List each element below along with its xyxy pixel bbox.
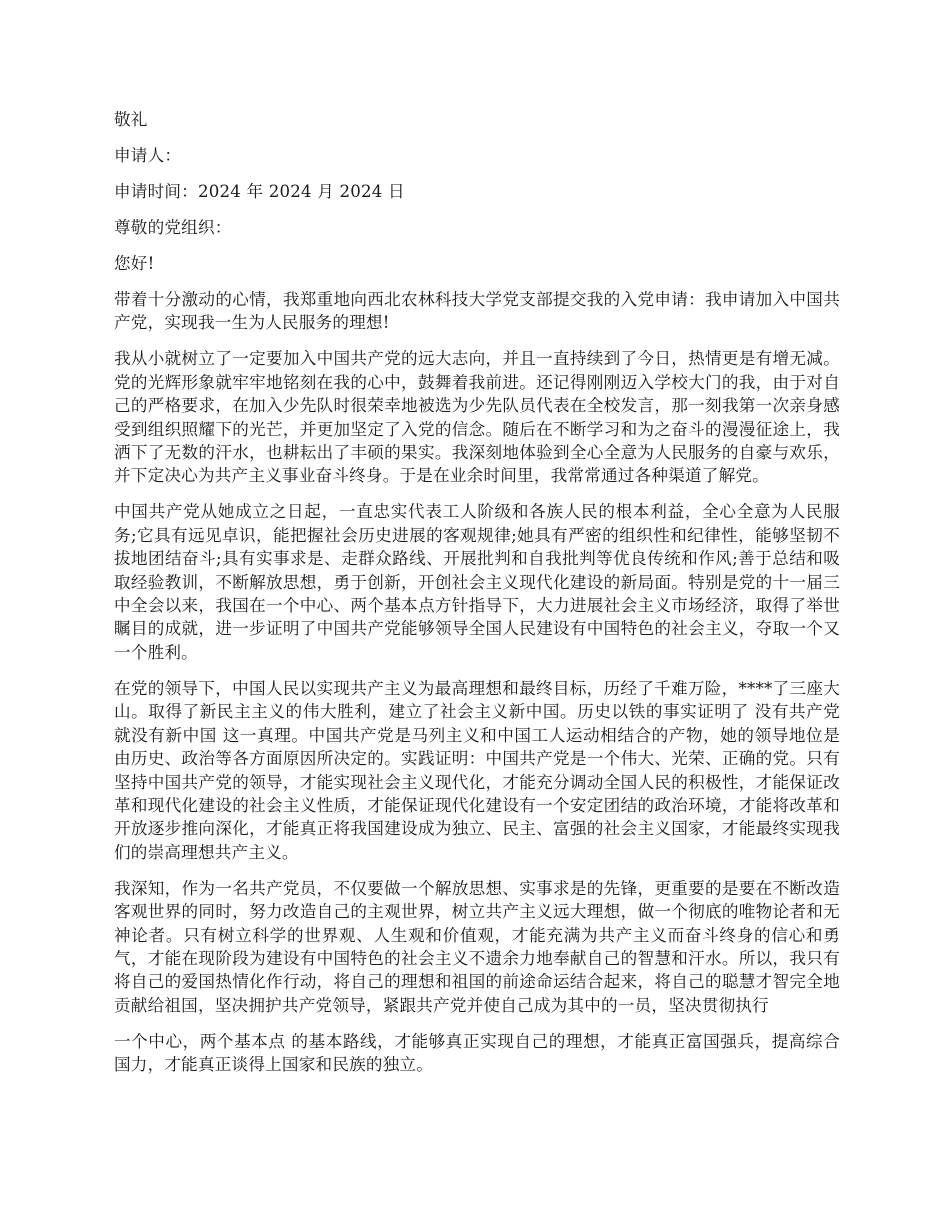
salutation: 尊敬的党组织： [114, 218, 232, 237]
greeting: 您好! [114, 254, 155, 273]
paragraph-aspiration: 我从小就树立了一定要加入中国共产党的远大志向，并且一直持续到了今日，热情更是有增无减。党的光辉形象就牢牢地铭刻在我的心中，鼓舞着我前进。还记得刚刚迈入学校大门的我，由于对自己的严格要求，在加入少先队时很荣幸地被选为少先队员代表在全校发言，那一刻我第一次亲身感受到组织照耀下的光芒，并更加坚定了入党的信念。随后在不断学习和为之奋斗的漫漫征途上，我洒下了无数的汗水，也耕耘出了丰硕的果实。我深刻地体验到全心全意为人民服务的自豪与欢乐，并下定决心为共产主义事业奋斗终身。于是在业余时间里，我常常通过各种渠道了解党。 [114, 349, 840, 486]
applicant-label: 申请人： [114, 146, 182, 165]
paragraph-party-history: 中国共产党从她成立之日起，一直忠实代表工人阶级和各族人民的根本利益，全心全意为人民服务;它具有远见卓识，能把握社会历史进展的客观规律;她具有严密的组织性和纪律性，能够坚韧不拔地团结奋斗;具有实事求是、走群众路线、开展批判和自我批判等优良传统和作风;善于总结和吸取经验教训，不断解放思想，勇于创新，开创社会主义现代化建设的新局面。特别是党的十一届三中全会以来，我国在一个中心、两个基本点方针指导下，大力进展社会主义市场经济，取得了举世瞩目的成就，进一步证明了中国共产党能够领导全国人民建设有中国特色的社会主义，夺取一个又一个胜利。 [114, 502, 840, 662]
closing-line: 敬礼 [114, 110, 148, 129]
application-letter [114, 108, 840, 1089]
paragraph-leadership: 在党的领导下，中国人民以实现共产主义为最高理想和最终目标，历经了千难万险，****了三座大山。取得了新民主主义的伟大胜利，建立了社会主义新中国。历史以铁的事实证明了 没有共产党就没有新中国 这一真理。中国共产党是马列主义和中国工人运动相结合的产物，她的领导地位是由历史、政治等各方面原因所决定的。实践证明：中国共产党是一个伟大、光荣、正确的党。只有坚持中国共产党的领导，才能实现社会主义现代化，才能充分调动全国人民的积极性，才能保证改革和现代化建设的社会主义性质，才能保证现代化建设有一个安定团结的政治环境，才能将改革和开放逐步推向深化，才能真正将我国建设成为独立、民主、富强的社会主义国家，才能最终实现我们的崇高理想共产主义。 [114, 678, 840, 862]
paragraph-commitment: 我深知，作为一名共产党员，不仅要做一个解放思想、实事求是的先锋，更重要的是要在不断改造客观世界的同时，努力改造自己的主观世界，树立共产主义远大理想，做一个彻底的唯物论者和无神论者。只有树立科学的世界观、人生观和价值观，才能充满为共产主义而奋斗终身的信心和勇气，才能在现阶段为建设有中国特色的社会主义不遗余力地奉献自己的智慧和汗水。所以，我只有将自己的爱国热情化作行动，将自己的理想和祖国的前途命运结合起来，将自己的聪慧才智完全地贡献给祖国，坚决拥护共产党领导，紧跟共产党并使自己成为其中的一员，坚决贯彻执行 [114, 878, 840, 1015]
paragraph-intro: 带着十分激动的心情，我郑重地向西北农林科技大学党支部提交我的入党申请：我申请加入中国共产党，实现我一生为人民服务的理想! [114, 290, 840, 333]
paragraph-conclusion: 一个中心，两个基本点 的基本路线，才能够真正实现自己的理想，才能真正富国强兵，提高综合国力，才能真正谈得上国家和民族的独立。 [114, 1031, 840, 1075]
application-date: 申请时间：2024 年 2024 月 2024 日 [114, 182, 405, 201]
